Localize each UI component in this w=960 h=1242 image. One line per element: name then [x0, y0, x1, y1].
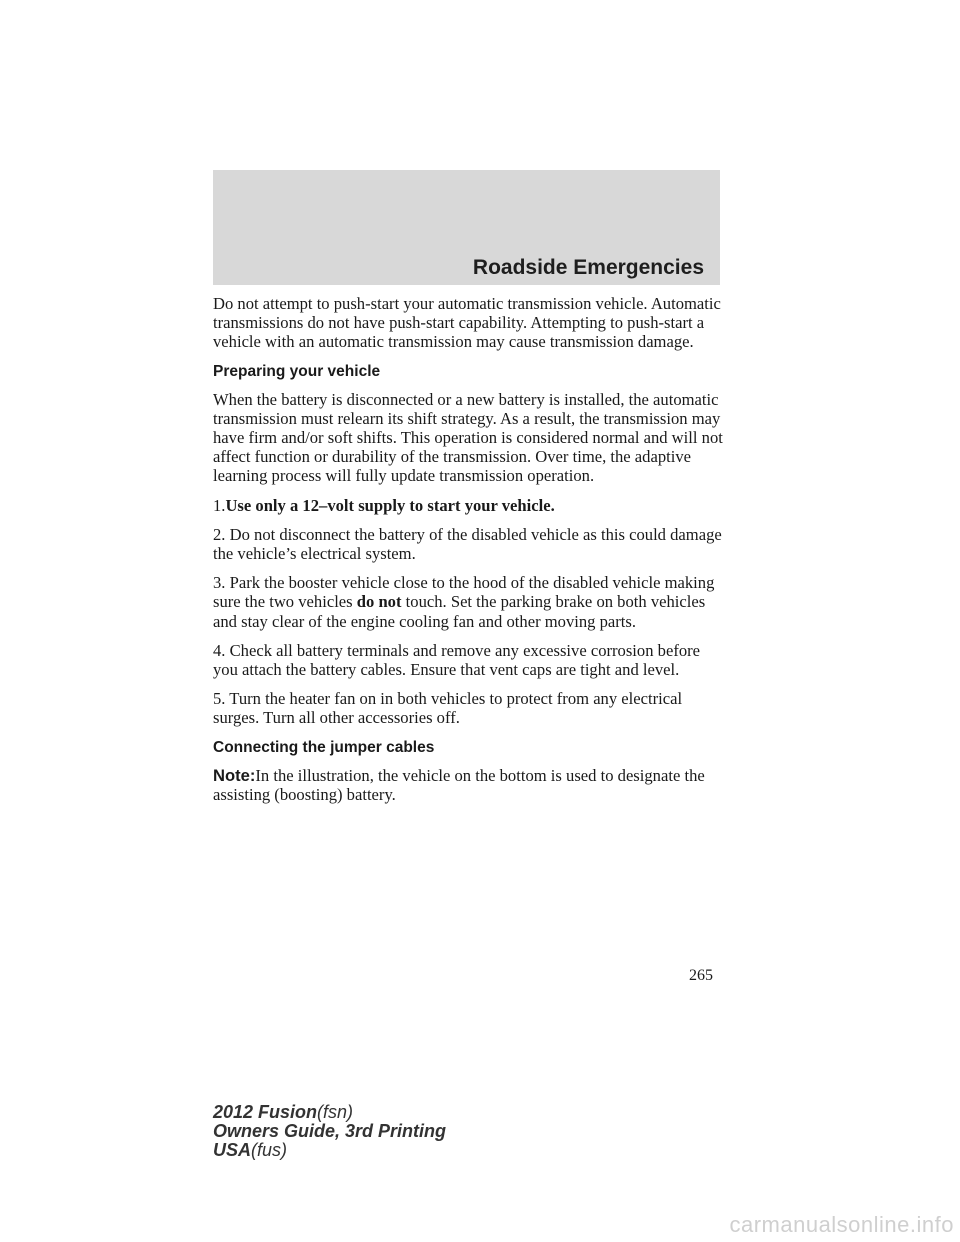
- step-3-emphasis: do not: [356, 592, 402, 612]
- step-1: [213, 496, 723, 515]
- step-3-text-end: touch. Set the parking brake on both vehicles and stay clear of the engine cooling fan and other moving parts.: [213, 592, 706, 631]
- footer-model: 2012 Fusion: [213, 1102, 318, 1122]
- footer-model-code: (fsn): [317, 1102, 354, 1122]
- document-footer: [213, 1103, 446, 1160]
- footer-market: USA: [213, 1140, 252, 1160]
- watermark-text: carmanualsonline.info: [729, 1212, 954, 1237]
- step-4: 4. Check all battery terminals and remove any excessive corrosion before you attach the battery cables. Ensure that vent caps are tight and level.: [213, 640, 701, 680]
- footer-guide-line: [213, 1122, 446, 1141]
- step-3-text-start: 3. Park the booster vehicle close to the hood of the disabled vehicle making sure the two vehicles: [213, 573, 715, 612]
- intro-paragraph: Do not attempt to push-start your automatic transmission vehicle. Automatic transmissions do not have push-start capability. Attempting to push-start a vehicle with an automatic transmission may cause transmission damage.: [213, 294, 721, 352]
- step-5: 5. Turn the heater fan on in both vehicles to protect from any electrical surges. Turn all other accessories off.: [213, 689, 683, 728]
- step-1-number: 1.: [213, 495, 226, 515]
- heading-connecting-cables: Connecting the jumper cables: [213, 738, 435, 756]
- section-header-band: [213, 170, 720, 285]
- note-text: In the illustration, the vehicle on the bottom is used to designate the assisting (boosting) battery.: [213, 765, 705, 804]
- preparing-paragraph: When the battery is disconnected or a new battery is installed, the automatic transmission must relearn its shift strategy. As a result, the transmission may have firm and/or soft shifts. This operation is considered normal and will not affect function or durability of the transmission. Over time, the adaptive learning process will fully update transmission operation.: [213, 389, 723, 486]
- footer-model-line: [213, 1103, 446, 1122]
- step-3: [213, 573, 723, 631]
- section-title: Roadside Emergencies: [472, 256, 704, 279]
- step-2: 2. Do not disconnect the battery of the disabled vehicle as this could damage the vehicle’s electrical system.: [213, 524, 722, 564]
- step-1-text: Use only a 12–volt supply to start your vehicle.: [225, 495, 555, 515]
- note-label: Note:: [213, 765, 256, 785]
- footer-guide: Owners Guide, 3rd Printing: [213, 1121, 447, 1141]
- footer-market-code: (fus): [251, 1140, 288, 1160]
- page-number: 265: [689, 967, 713, 984]
- note-paragraph: [213, 766, 723, 804]
- footer-market-line: [213, 1141, 446, 1160]
- heading-preparing-vehicle: Preparing your vehicle: [213, 362, 381, 380]
- page-content: [213, 294, 723, 814]
